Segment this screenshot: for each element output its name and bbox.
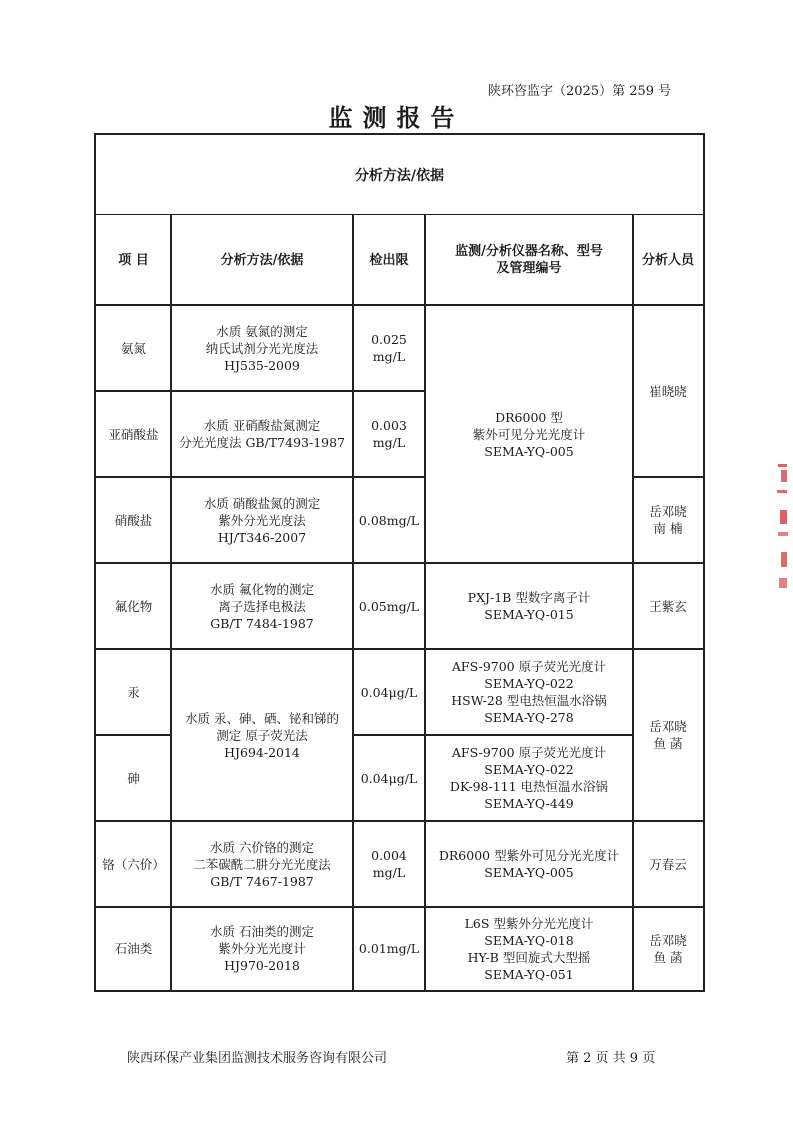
analyst-fluoride: 王紫玄 xyxy=(649,598,687,614)
footer-page-number: 第 2 页 共 9 页 xyxy=(566,1051,656,1066)
col-header-method: 分析方法/依据 xyxy=(220,252,304,268)
row-limit-nitrite: 0.003 mg/L xyxy=(371,418,407,450)
row-item-fluoride: 氟化物 xyxy=(114,598,153,614)
row-method-mercury-arsenic: 水质 汞、砷、硒、铋和锑的 测定 原子荧光法 HJ694-2014 xyxy=(185,710,339,760)
instrument-dr6000-block: DR6000 型 紫外可见分光光度计 SEMA-YQ-005 xyxy=(472,409,586,459)
row-limit-ammonia: 0.025 mg/L xyxy=(371,332,407,364)
analyst-nitrate: 岳邓晓 南 楠 xyxy=(649,504,687,536)
row-limit-petroleum: 0.01mg/L xyxy=(358,941,420,956)
row-method-chromium: 水质 六价铬的测定 二苯碳酰二肼分光光度法 GB/T 7467-1987 xyxy=(193,839,331,889)
instrument-petroleum: L6S 型紫外分光光度计 SEMA-YQ-018 HY-B 型回旋式大型摇 SEMA-YQ-051 xyxy=(464,915,594,982)
grid-line xyxy=(96,390,425,392)
instrument-arsenic: AFS-9700 原子荧光光度计 SEMA-YQ-022 DK-98-111 电热恒温水浴锅 SEMA-YQ-449 xyxy=(449,745,609,811)
row-item-nitrite: 亚硝酸盐 xyxy=(108,426,159,442)
document-number: 陕环咨监字（2025）第 259 号 xyxy=(488,84,672,99)
row-item-arsenic: 砷 xyxy=(127,770,140,786)
row-method-ammonia: 水质 氨氮的测定 纳氏试剂分光光度法 HJ535-2009 xyxy=(205,323,319,373)
row-item-petroleum: 石油类 xyxy=(114,941,153,956)
row-item-nitrate: 硝酸盐 xyxy=(114,512,153,528)
row-method-nitrate: 水质 硝酸盐氮的测定 紫外分光光度法 HJ/T346-2007 xyxy=(203,495,321,545)
instrument-fluoride: PXJ-1B 型数字离子计 SEMA-YQ-015 xyxy=(467,590,591,622)
col-header-item: 项 目 xyxy=(118,252,149,268)
row-item-mercury: 汞 xyxy=(127,684,140,700)
col-header-limit: 检出限 xyxy=(369,252,409,268)
analyst-petroleum: 岳邓晓 鱼 菡 xyxy=(649,932,687,965)
grid-line xyxy=(96,476,425,478)
row-limit-mercury: 0.04μg/L xyxy=(360,684,418,700)
grid-line xyxy=(170,215,172,990)
row-method-petroleum: 水质 石油类的测定 紫外分光光度计 HJ970-2018 xyxy=(210,924,314,973)
row-method-nitrite: 水质 亚硝酸盐氮测定 分光光度法 GB/T7493-1987 xyxy=(178,418,346,450)
grid-line xyxy=(352,215,354,990)
row-item-ammonia: 氨氮 xyxy=(120,340,146,356)
red-seal-fragment xyxy=(772,460,792,600)
table-caption: 分析方法/依据 xyxy=(96,135,703,215)
grid-line xyxy=(96,906,703,908)
analyst-mercury-arsenic: 岳邓晓 鱼 菡 xyxy=(649,719,687,751)
col-header-instrument: 监测/分析仪器名称、型号 及管理编号 xyxy=(455,244,603,276)
report-title: 监测报告 xyxy=(328,104,465,132)
row-limit-chromium: 0.004 mg/L xyxy=(371,848,407,880)
grid-line xyxy=(633,476,703,478)
grid-line xyxy=(353,734,633,736)
row-limit-nitrate: 0.08mg/L xyxy=(358,512,420,528)
instrument-mercury: AFS-9700 原子荧光光度计 SEMA-YQ-022 HSW-28 型电热恒温水浴锅 SEMA-YQ-278 xyxy=(451,659,607,725)
row-limit-arsenic: 0.04μg/L xyxy=(360,770,418,786)
row-item-chromium: 铬（六价） xyxy=(102,856,165,872)
grid-line xyxy=(96,648,703,650)
grid-line xyxy=(96,562,703,564)
grid-line xyxy=(96,304,703,306)
instrument-chromium: DR6000 型紫外可见分光光度计 SEMA-YQ-005 xyxy=(438,848,620,880)
footer-company: 陕西环保产业集团监测技术服务咨询有限公司 xyxy=(127,1051,388,1066)
grid-line xyxy=(632,215,634,990)
report-table xyxy=(94,133,705,992)
grid-line xyxy=(96,820,703,822)
row-limit-fluoride: 0.05mg/L xyxy=(358,598,420,614)
analyst-ammonia-nitrite: 崔晓晓 xyxy=(649,383,687,399)
grid-line xyxy=(96,734,171,736)
col-header-analyst: 分析人员 xyxy=(641,252,694,268)
analyst-chromium: 万春云 xyxy=(649,856,687,872)
row-method-fluoride: 水质 氟化物的测定 离子选择电极法 GB/T 7484-1987 xyxy=(210,581,314,631)
grid-line xyxy=(424,215,426,990)
